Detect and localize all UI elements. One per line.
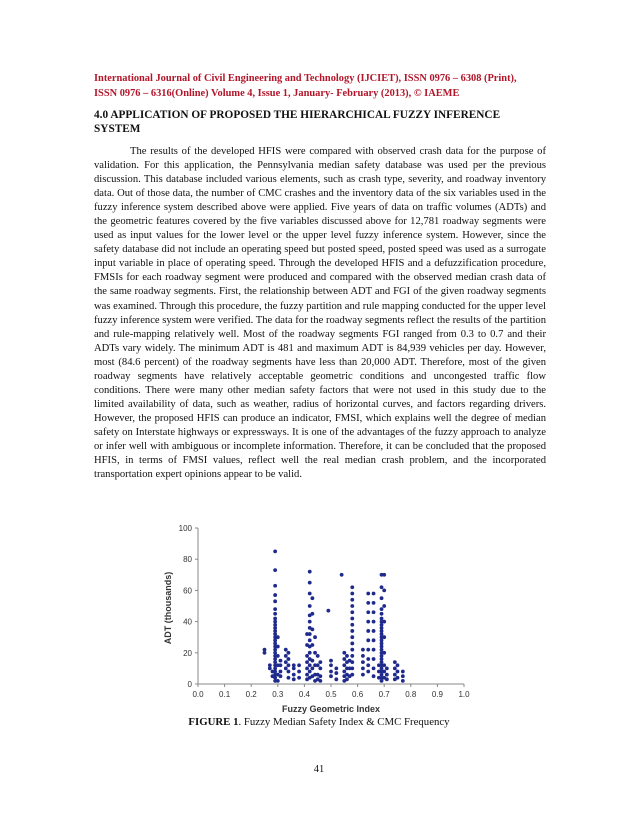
data-point xyxy=(308,663,312,667)
figure-caption xyxy=(0,716,638,728)
data-point xyxy=(366,601,370,605)
data-point xyxy=(382,573,386,577)
data-point xyxy=(350,667,354,671)
data-point xyxy=(308,670,312,674)
data-point xyxy=(279,674,283,678)
data-point xyxy=(380,612,384,616)
data-point xyxy=(297,676,301,680)
data-point xyxy=(350,673,354,677)
data-point xyxy=(372,667,376,671)
data-point xyxy=(268,667,272,671)
data-point xyxy=(350,642,354,646)
data-point xyxy=(310,667,314,671)
data-point xyxy=(382,663,386,667)
data-point xyxy=(308,620,312,624)
data-point xyxy=(396,676,400,680)
data-point xyxy=(305,667,309,671)
plot-area xyxy=(179,524,470,699)
data-point xyxy=(313,651,317,655)
x-tick-label: 0.9 xyxy=(431,690,443,699)
data-point xyxy=(308,632,312,636)
data-point xyxy=(393,673,397,677)
data-point xyxy=(382,589,386,593)
data-point xyxy=(382,651,386,655)
data-point xyxy=(372,592,376,596)
x-tick-label: 1.0 xyxy=(458,690,470,699)
data-point xyxy=(361,648,365,652)
data-point xyxy=(372,629,376,633)
data-point xyxy=(382,635,386,639)
data-point xyxy=(385,673,389,677)
y-tick-label: 0 xyxy=(187,680,192,689)
data-point xyxy=(380,679,384,683)
data-point xyxy=(329,670,333,674)
y-tick-label: 40 xyxy=(183,617,192,627)
data-point xyxy=(380,596,384,600)
data-point xyxy=(284,667,288,671)
data-point xyxy=(372,648,376,652)
x-tick-label: 0.1 xyxy=(219,690,231,699)
x-tick-label: 0.2 xyxy=(245,690,257,699)
data-point xyxy=(334,671,338,675)
x-tick-label: 0.3 xyxy=(272,690,284,699)
data-point xyxy=(273,568,277,572)
data-point xyxy=(276,635,280,639)
data-point xyxy=(342,663,346,667)
data-point xyxy=(287,651,291,655)
data-point xyxy=(401,679,405,683)
data-point xyxy=(273,612,277,616)
data-point xyxy=(372,620,376,624)
data-point xyxy=(276,679,280,683)
figure-caption-text: . Fuzzy Median Safety Index & CMC Frequency xyxy=(238,716,450,728)
data-point xyxy=(276,654,280,658)
data-point xyxy=(361,673,365,677)
section-title: 4.0 APPLICATION OF PROPOSED THE HIERARCHICAL FUZZY INFERENCE SYSTEM xyxy=(94,109,501,135)
data-point xyxy=(310,596,314,600)
data-point xyxy=(350,585,354,589)
data-point xyxy=(350,648,354,652)
data-point xyxy=(279,659,283,663)
data-point xyxy=(350,635,354,639)
x-tick-label: 0.4 xyxy=(298,690,310,699)
journal-header-line-2: ISSN 0976 – 6316(Online) Volume 4, Issue 1, January- February (2013), © IAEME xyxy=(94,87,460,99)
data-point xyxy=(292,673,296,677)
data-point xyxy=(366,663,370,667)
data-point xyxy=(263,651,267,655)
data-point xyxy=(326,609,330,613)
data-point xyxy=(292,677,296,681)
data-point xyxy=(305,673,309,677)
scatter-chart xyxy=(158,520,480,716)
data-point xyxy=(366,638,370,642)
data-point xyxy=(305,660,309,664)
y-tick-label: 20 xyxy=(183,648,192,658)
data-point xyxy=(372,638,376,642)
data-point xyxy=(308,604,312,608)
data-point xyxy=(273,599,277,603)
x-tick-label: 0.6 xyxy=(352,690,364,699)
data-point xyxy=(366,629,370,633)
data-point xyxy=(350,660,354,664)
data-point xyxy=(273,593,277,597)
data-point xyxy=(350,654,354,658)
data-point xyxy=(385,677,389,681)
data-point xyxy=(318,674,322,678)
data-point xyxy=(350,598,354,602)
data-point xyxy=(308,570,312,574)
data-point xyxy=(308,581,312,585)
data-point xyxy=(287,657,291,661)
data-point xyxy=(350,617,354,621)
data-point xyxy=(329,663,333,667)
data-point xyxy=(273,607,277,611)
page-number: 41 xyxy=(313,764,325,775)
data-point xyxy=(287,676,291,680)
data-point xyxy=(318,667,322,671)
data-point xyxy=(273,550,277,554)
x-tick-label: 0.8 xyxy=(405,690,417,699)
data-point xyxy=(372,601,376,605)
data-point xyxy=(380,607,384,611)
data-point xyxy=(273,584,277,588)
data-point xyxy=(380,585,384,589)
data-point xyxy=(287,663,291,667)
data-point xyxy=(350,604,354,608)
data-point xyxy=(279,670,283,674)
data-point xyxy=(366,610,370,614)
journal-header xyxy=(94,72,548,101)
x-tick-label: 0.5 xyxy=(325,690,337,699)
data-point xyxy=(372,610,376,614)
data-point xyxy=(276,645,280,649)
data-point xyxy=(361,654,365,658)
data-point xyxy=(334,677,338,681)
figure-chart xyxy=(158,520,480,721)
data-point xyxy=(284,654,288,658)
data-point xyxy=(308,592,312,596)
data-point xyxy=(308,651,312,655)
data-point xyxy=(350,623,354,627)
x-tick-label: 0.7 xyxy=(378,690,390,699)
figure-caption-label: FIGURE 1 xyxy=(188,716,239,728)
data-point xyxy=(329,674,333,678)
data-point xyxy=(297,663,301,667)
data-point xyxy=(316,654,320,658)
data-point xyxy=(382,670,386,674)
data-point xyxy=(361,667,365,671)
data-point xyxy=(313,635,317,639)
data-point xyxy=(342,651,346,655)
data-point xyxy=(350,629,354,633)
data-point xyxy=(284,660,288,664)
data-point xyxy=(345,654,349,658)
data-point xyxy=(310,659,314,663)
data-point xyxy=(316,663,320,667)
data-point xyxy=(318,660,322,664)
data-point xyxy=(305,654,309,658)
x-tick-label: 0.0 xyxy=(192,690,204,699)
data-point xyxy=(310,643,314,647)
data-point xyxy=(329,659,333,663)
data-point xyxy=(308,638,312,642)
data-point xyxy=(350,592,354,596)
data-point xyxy=(366,670,370,674)
y-tick-label: 80 xyxy=(183,555,192,565)
data-point xyxy=(382,604,386,608)
data-point xyxy=(297,670,301,674)
data-point xyxy=(393,667,397,671)
data-point xyxy=(279,663,283,667)
data-point xyxy=(366,592,370,596)
data-point xyxy=(361,660,365,664)
data-point xyxy=(292,667,296,671)
data-point xyxy=(284,648,288,652)
y-tick-label: 60 xyxy=(183,586,192,596)
data-point xyxy=(340,573,344,577)
data-point xyxy=(372,657,376,661)
data-point xyxy=(366,648,370,652)
data-point xyxy=(396,670,400,674)
data-point xyxy=(345,677,349,681)
data-point xyxy=(393,660,397,664)
data-point xyxy=(287,670,291,674)
journal-header-line-1: International Journal of Civil Engineering and Technology (IJCIET), ISSN 0976 – 6308 (Print), xyxy=(94,73,517,84)
data-point xyxy=(366,620,370,624)
data-point xyxy=(401,670,405,674)
data-point xyxy=(396,663,400,667)
data-point xyxy=(350,610,354,614)
x-axis-label: Fuzzy Geometric Index xyxy=(281,704,381,714)
data-point xyxy=(342,670,346,674)
data-point xyxy=(342,657,346,661)
data-point xyxy=(318,679,322,683)
y-axis-label: ADT (thousands) xyxy=(163,571,173,645)
data-point xyxy=(382,620,386,624)
data-point xyxy=(385,667,389,671)
data-point xyxy=(366,657,370,661)
data-point xyxy=(310,612,314,616)
y-tick-label: 100 xyxy=(178,524,192,533)
body-paragraph: The results of the developed HFIS were compared with observed crash data for the purpose of validation. For this application, the Pennsylvania median safety database was used per the previous discussion. This database included various elements, such as crash type, severity, and roadway inventory data. Out of those data, the number of CMC crashes and the inventory data of the six variables used in the fuzzy inference system described above were applied. Five years of data on traffic volumes (ADTs) and the geometric features covered by the five variables discussed above for 12,781 roadway segments were used as input values for the lower level or the upper level fuzzy inference system. However, since the safety database did not include an operating speed but posted speed, posted speed was used as a surrogate input variable in place of operating speed. Through the developed HFIS and a defuzzification procedure, FMSIs for each roadway segment were produced and compared with the observed median crash data of the same roadway segments. First, the relationship between ADT and FGI of the given roadway segments was examined. Through this procedure, the fuzzy partition and rule mapping conducted for the upper level fuzzy inference system were verified. The data for the roadway segments reflect the results of the partition and rule-mapping relatively well. Most of the roadway segments FGI ranged from 0.3 to 0.7 and their ADTs vary widely. The minimum ADT is 481 and maximum ADT is 84,939 vehicles per day. However, most (84.6 percent) of the roadway segments have less than 20,000 ADT. Therefore, most of the given roadway segments have relatively acceptable geometric conditions and uncongested traffic flow conditions. There were many other median safety factors that were not used in this study due to the limited availability of data, such as weather, radius of horizontal curves, and factors regarding drivers. However, the proposed HFIS can produce an indicator, FMSI, which explains well the degree of median safety on Interstate highways or expressways. It is one of the advantages of the fuzzy approach to analyze or infer well with ambiguous or incomplete information. Therefore, it can be concluded that the proposed HFIS, in terms of FMSI values, reflect well the real median crash problem, and the incorporated transportation expert opinions appear to be valid. xyxy=(94,146,546,481)
data-point xyxy=(372,674,376,678)
data-point xyxy=(334,667,338,671)
data-point xyxy=(401,674,405,678)
data-point xyxy=(310,628,314,632)
